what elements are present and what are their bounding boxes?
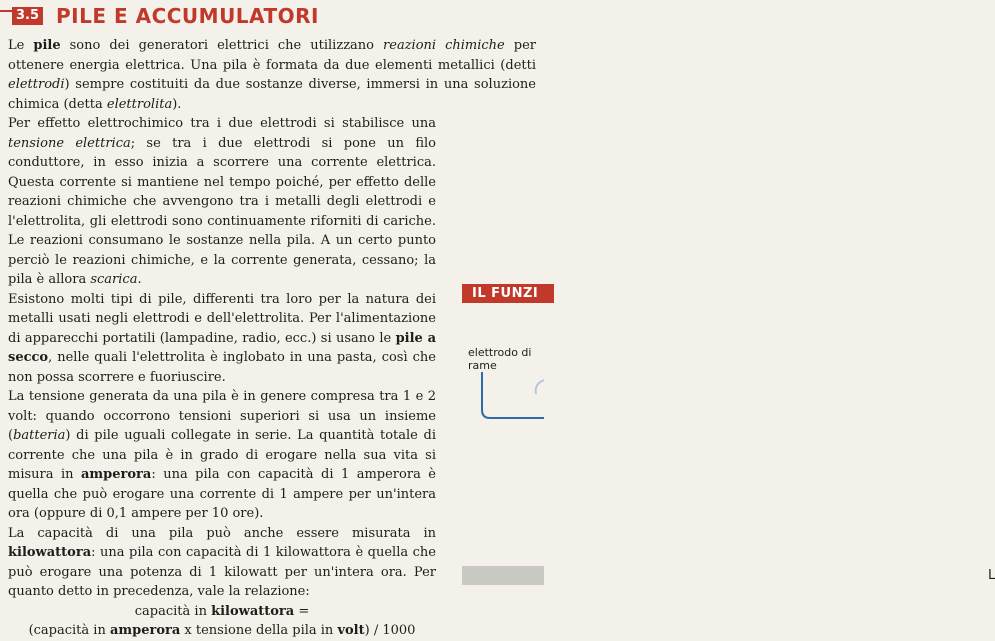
wire-line — [482, 372, 544, 418]
paragraph-5 — [8, 524, 436, 602]
text-run: : una pila con capacità di 1 amperora è quella che può erogare una corrente di 1 ampere per un'intera ora (oppure di 0,1 ampere per 10 ore). — [8, 467, 436, 521]
paragraph-3 — [8, 290, 436, 388]
electrode-edge — [536, 380, 544, 394]
formula-line-2 — [8, 621, 436, 641]
text-run: Esistono molti tipi di pile, differenti tra loro per la natura dei metalli usati negli elettrodi e dell'elettrolita. Per l'alimentazione di apparecchi portatili (lampadine, radio, ecc.) si usano le — [8, 291, 436, 346]
text-run: ; se tra i due elettrodi si pone un filo conduttore, in esso inizia a scorrere una corrente elettrica. Questa corrente si mantiene nel tempo poiché, per effetto delle reazioni chimiche che avvengono tra i metalli degli elettrodi e l'elettrolita, gli elettrodi sono continuamente riforniti di cariche. Le reazioni consumano le sostanze nella pila. A un certo punto perciò le reazioni chimiche, e la corrente generata, cessano; la pila è allora — [8, 135, 436, 287]
paragraph-text — [8, 389, 436, 521]
paragraph-2 — [8, 114, 436, 290]
italic-term: batteria — [13, 428, 66, 443]
text-run: La capacità di una pila può anche essere misurata in — [8, 525, 436, 541]
italic-term: tensione elettrica — [8, 135, 131, 151]
text-run: (capacità in — [28, 623, 110, 638]
paragraph-text — [8, 526, 436, 600]
battery-diagram — [470, 370, 544, 422]
italic-term: reazioni chimiche — [383, 38, 505, 53]
text-run: ). — [172, 96, 182, 112]
text-run: La tensione generata da una pila è in genere compresa tra 1 e 2 volt: quando occorrono tensioni superiori si usa un insieme ( — [8, 389, 436, 443]
text-run: x tensione della pila in — [180, 623, 338, 638]
sidebar-title: IL FUNZI — [462, 284, 554, 303]
text-run: ) sempre costituiti da due sostanze diverse, immersi in una soluzione chimica (detta — [8, 77, 536, 112]
article-body — [8, 36, 536, 641]
text-run: Per effetto elettrochimico tra i due elettrodi si stabilisce una — [8, 116, 436, 131]
paragraph-1 — [8, 36, 536, 114]
bold-term: amperora — [81, 467, 152, 482]
bold-term: amperora — [109, 623, 181, 638]
paragraph-4 — [8, 387, 436, 524]
text-run: Le — [8, 38, 34, 53]
text-run: = — [294, 603, 310, 619]
section-number-badge: 3.5 — [12, 7, 43, 25]
bold-term: pile — [33, 38, 61, 53]
text-run: per ottenere energia elettrica. Una pila è formata da due elementi metallici (detti — [8, 38, 536, 73]
bold-term: kilowattora — [8, 545, 92, 560]
paragraph-text — [8, 116, 436, 287]
formula-line-1 — [8, 602, 436, 622]
paragraph-text — [8, 38, 536, 112]
italic-term: elettrolita — [106, 96, 173, 112]
bold-term: kilowattora — [211, 603, 295, 619]
italic-term: scarica — [90, 272, 138, 287]
italic-term: elettrodi — [8, 77, 65, 92]
sidebar-bottom-text: L — [988, 568, 995, 583]
text-run: , nelle quali l'elettrolita è inglobato in una pasta, così che non possa scorrere e fuoriuscire. — [8, 350, 436, 385]
formula-text — [135, 604, 309, 619]
text-run: . — [137, 272, 142, 287]
bold-term: volt — [337, 623, 365, 638]
text-run: ) / 1000 — [364, 623, 416, 638]
paragraph-text — [8, 292, 436, 385]
text-run: ) di pile uguali collegate in serie. La quantità totale di corrente che una pila è in grado di erogare nella sua vita si misura in — [8, 428, 436, 482]
text-run: capacità in — [134, 603, 212, 619]
section-title: PILE E ACCUMULATORI — [56, 4, 319, 28]
formula-text — [29, 623, 416, 638]
text-run: : una pila con capacità di 1 kilowattora è quella che può erogare una potenza di 1 kilowatt per un'intera ora. Per quanto detto in precedenza, vale la relazione: — [8, 545, 436, 599]
bold-term: pile a secco — [8, 330, 437, 365]
diagram-label-electrode: elettrodo di rame — [468, 346, 532, 372]
sidebar-bottom-panel — [462, 566, 995, 585]
text-run: sono dei generatori elettrici che utilizzano — [60, 38, 384, 53]
